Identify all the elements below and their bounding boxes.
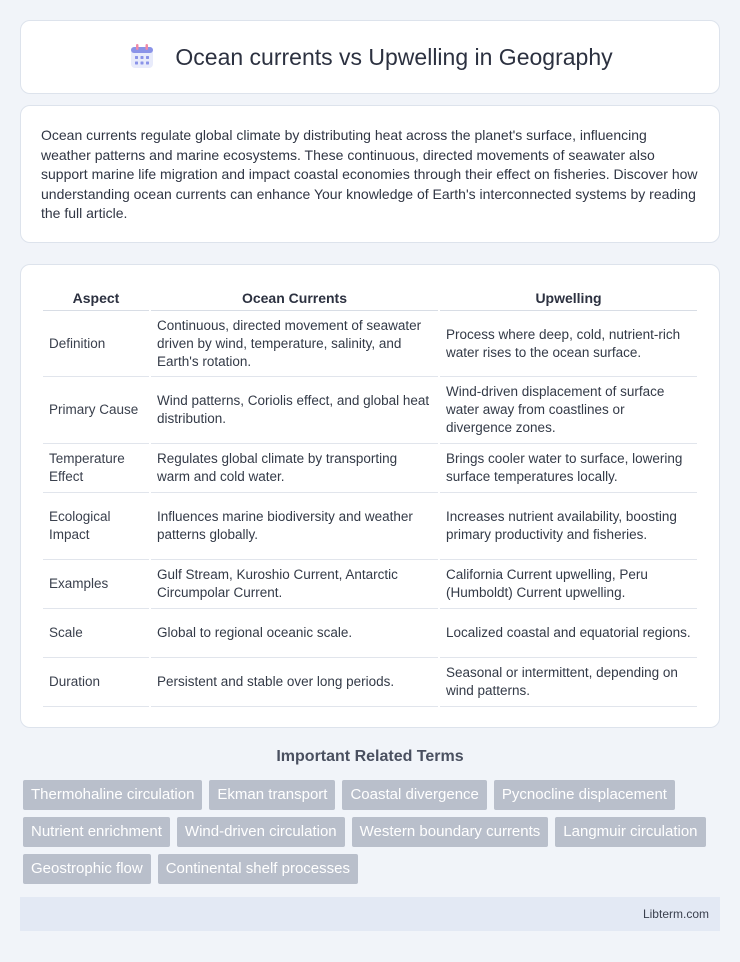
page-title: Ocean currents vs Upwelling in Geography <box>175 43 613 70</box>
table-row <box>43 493 697 560</box>
row-aspect-cell: Scale <box>43 609 149 658</box>
table-row <box>43 311 697 377</box>
row-aspect-cell: Ecological Impact <box>43 493 149 560</box>
row-aspect-cell: Examples <box>43 560 149 609</box>
row-aspect-cell: Duration <box>43 658 149 707</box>
ocean-currents-cell: Persistent and stable over long periods. <box>151 658 438 707</box>
related-term-tag[interactable]: Thermohaline circulation <box>23 780 202 810</box>
related-term-tag[interactable]: Western boundary currents <box>352 817 549 847</box>
related-terms-title: Important Related Terms <box>276 748 464 765</box>
header-inner <box>127 42 612 72</box>
intro-card <box>20 105 720 243</box>
table-row <box>43 658 697 707</box>
ocean-currents-cell: Influences marine biodiversity and weather patterns globally. <box>151 493 438 560</box>
related-term-tag[interactable]: Nutrient enrichment <box>23 817 170 847</box>
row-aspect-cell: Definition <box>43 311 149 377</box>
table-row <box>43 609 697 658</box>
row-aspect-cell: Temperature Effect <box>43 444 149 493</box>
table-row <box>43 560 697 609</box>
comparison-table-card <box>20 264 720 728</box>
ocean-currents-cell: Gulf Stream, Kuroshio Current, Antarctic Circumpolar Current. <box>151 560 438 609</box>
ocean-currents-cell: Global to regional oceanic scale. <box>151 609 438 658</box>
upwelling-cell: Process where deep, cold, nutrient-rich water rises to the ocean surface. <box>440 311 697 377</box>
related-term-tag[interactable]: Langmuir circulation <box>555 817 705 847</box>
column-header-aspect: Aspect <box>43 285 149 311</box>
upwelling-cell: Localized coastal and equatorial regions. <box>440 609 697 658</box>
column-header-upwelling: Upwelling <box>440 285 697 311</box>
upwelling-cell: Increases nutrient availability, boosting primary productivity and fisheries. <box>440 493 697 560</box>
footer-brand-link[interactable]: Libterm.com <box>642 907 709 921</box>
upwelling-cell: Wind-driven displacement of surface water away from coastlines or divergence zones. <box>440 377 697 444</box>
ocean-currents-cell: Wind patterns, Coriolis effect, and global heat distribution. <box>151 377 438 444</box>
column-header-ocean-currents: Ocean Currents <box>151 285 438 311</box>
upwelling-cell: Seasonal or intermittent, depending on wind patterns. <box>440 658 697 707</box>
related-term-tag[interactable]: Geostrophic flow <box>23 854 151 884</box>
table-row <box>43 377 697 444</box>
row-aspect-cell: Primary Cause <box>43 377 149 444</box>
related-term-tag[interactable]: Pycnocline displacement <box>494 780 675 810</box>
footer <box>20 897 720 931</box>
related-term-tag[interactable]: Continental shelf processes <box>158 854 358 884</box>
ocean-currents-cell: Continuous, directed movement of seawater driven by wind, temperature, salinity, and Earth's rotation. <box>151 311 438 377</box>
related-term-tag[interactable]: Coastal divergence <box>342 780 486 810</box>
upwelling-cell: California Current upwelling, Peru (Humboldt) Current upwelling. <box>440 560 697 609</box>
ocean-currents-cell: Regulates global climate by transporting warm and cold water. <box>151 444 438 493</box>
table-row <box>43 444 697 493</box>
header-card <box>20 20 720 94</box>
related-term-tag[interactable]: Wind-driven circulation <box>177 817 345 847</box>
intro-paragraph: Ocean currents regulate global climate by distributing heat across the planet's surface, influencing weather patterns and marine ecosystems. These continuous, directed movements of seawater also support marine life migration and impact coastal economies through their effect on fisheries. Discover how understanding ocean currents can enhance Your knowledge of Earth's interconnected systems by reading the full article. <box>41 127 698 222</box>
related-term-tag[interactable]: Ekman transport <box>209 780 335 810</box>
upwelling-cell: Brings cooler water to surface, lowering surface temperatures locally. <box>440 444 697 493</box>
document-grid-icon <box>127 42 157 72</box>
related-terms-list <box>23 780 723 884</box>
comparison-table <box>41 285 699 707</box>
table-header-row <box>43 285 697 311</box>
